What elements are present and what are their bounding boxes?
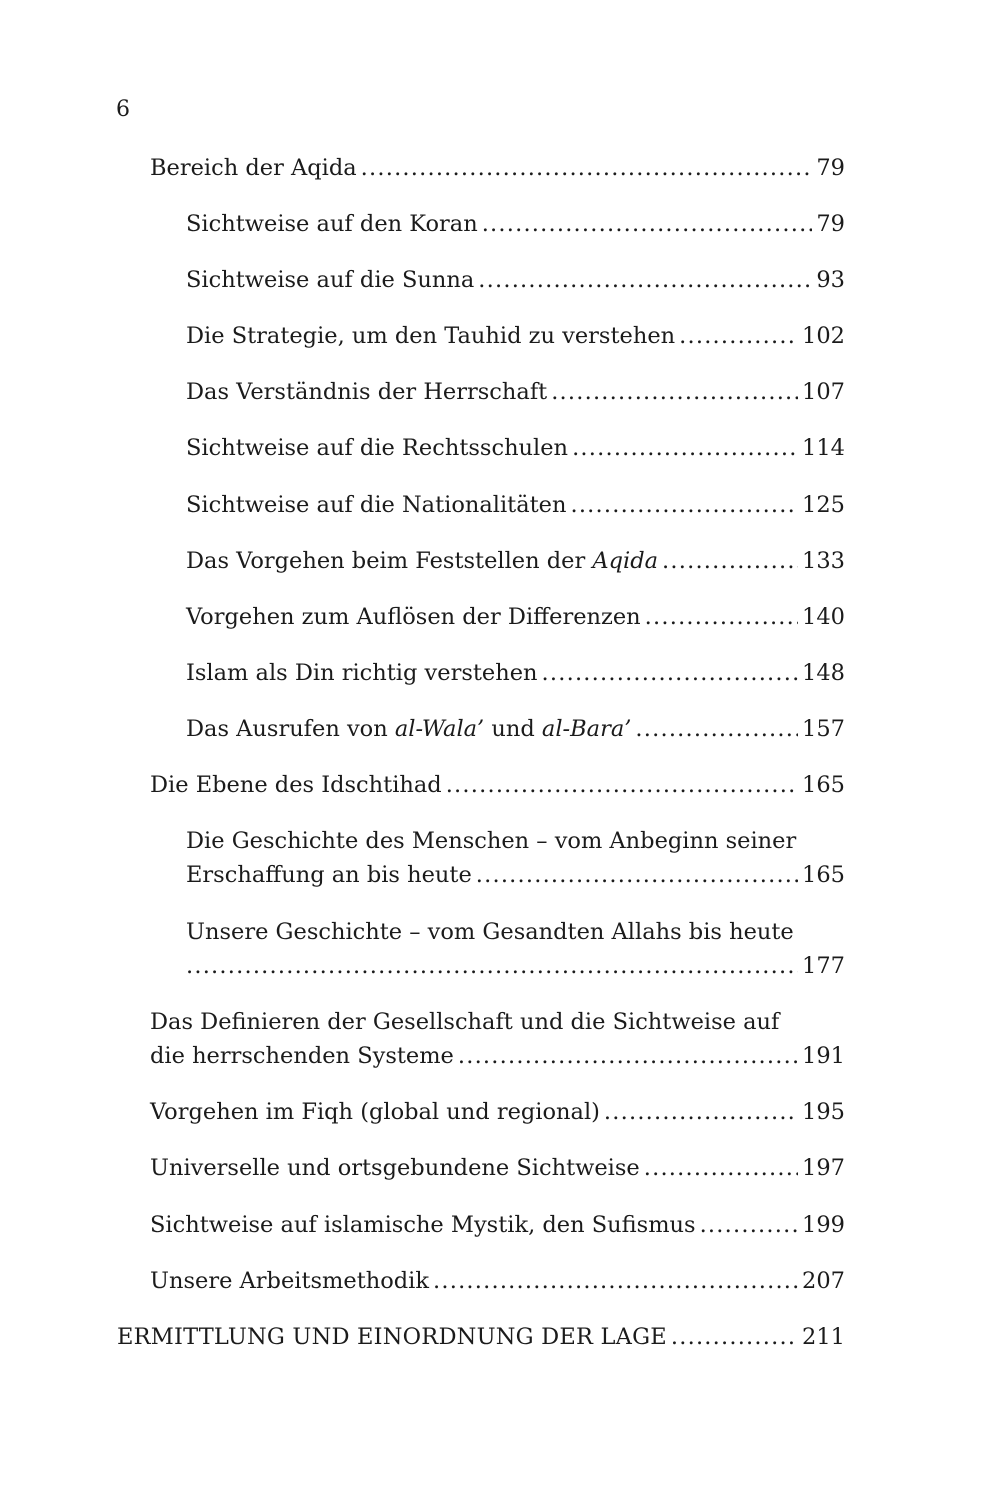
toc-entry bbox=[186, 319, 845, 353]
toc-entry-page: 107 bbox=[802, 379, 845, 405]
toc-entry-page: 79 bbox=[816, 211, 845, 237]
leader-dots bbox=[604, 1095, 798, 1129]
toc-entry bbox=[186, 600, 845, 634]
toc-entry-page: 207 bbox=[802, 1268, 845, 1294]
toc-entry-title-text: Das Ausrufen von bbox=[186, 716, 395, 742]
toc-entry-page: 191 bbox=[802, 1043, 845, 1069]
toc-entry-page: 199 bbox=[802, 1212, 845, 1238]
toc-entry-page: 125 bbox=[802, 492, 845, 518]
toc-entry-title: Islam als Din richtig verstehen bbox=[186, 660, 538, 686]
toc-entry bbox=[186, 824, 845, 892]
toc-entry bbox=[150, 1264, 845, 1298]
leader-dots bbox=[478, 263, 812, 297]
toc-entry-page: 148 bbox=[802, 660, 845, 686]
toc-entry bbox=[150, 151, 845, 185]
toc-entry-title-italic: al-Wala’ bbox=[394, 716, 485, 742]
toc-entry-chapter bbox=[117, 1320, 845, 1354]
leader-dots bbox=[645, 600, 798, 634]
leader-dots bbox=[671, 1320, 798, 1354]
toc-entry bbox=[186, 375, 845, 409]
toc-entry-page: 197 bbox=[802, 1155, 845, 1181]
toc-entry-title-line: Das Definieren der Gesellschaft und die Sichtweise auf bbox=[150, 1009, 780, 1035]
toc-entry-title-italic: Aqida bbox=[592, 548, 659, 574]
toc-entry-title: Sichtweise auf die Sunna bbox=[186, 267, 475, 293]
toc-entry-title: Sichtweise auf den Koran bbox=[186, 211, 478, 237]
toc-entry-title: Unsere Arbeitsmethodik bbox=[150, 1268, 430, 1294]
toc-entry bbox=[150, 1208, 845, 1242]
leader-dots bbox=[186, 949, 798, 983]
toc-entry bbox=[150, 1005, 845, 1073]
toc-entry bbox=[186, 712, 845, 746]
leader-dots bbox=[458, 1039, 798, 1073]
leader-dots bbox=[551, 375, 798, 409]
toc-entry-title: Bereich der Aqida bbox=[150, 155, 357, 181]
toc-entry-title: Das Verständnis der Herrschaft bbox=[186, 379, 548, 405]
toc-entry-title: Sichtweise auf die Nationalitäten bbox=[186, 492, 567, 518]
leader-dots bbox=[482, 207, 813, 241]
toc-entry-page: 157 bbox=[802, 716, 845, 742]
toc-entry-title-line: Erschaffung an bis heute bbox=[186, 862, 472, 888]
toc-entry-page: 102 bbox=[802, 323, 845, 349]
leader-dots bbox=[476, 858, 798, 892]
toc-entry bbox=[186, 656, 845, 690]
toc-entry-title: Vorgehen im Fiqh (global und regional) bbox=[150, 1099, 600, 1125]
toc-entry bbox=[150, 768, 845, 802]
toc-entry-title-text: Das Vorgehen beim Feststellen der bbox=[186, 548, 593, 574]
toc-entry-page: 211 bbox=[802, 1324, 845, 1350]
leader-dots bbox=[446, 768, 798, 802]
toc-entry bbox=[186, 263, 845, 297]
toc-entry-page: 133 bbox=[802, 548, 845, 574]
toc-entry-page: 195 bbox=[802, 1099, 845, 1125]
toc-entry-title-line: Die Geschichte des Menschen – vom Anbeginn seiner bbox=[186, 828, 797, 854]
toc-entry-title-line: Unsere Geschichte – vom Gesandten Allahs bis heute bbox=[186, 919, 794, 945]
toc-entry-page: 165 bbox=[802, 772, 845, 798]
toc-entry-title-line: die herrschenden Systeme bbox=[150, 1043, 454, 1069]
toc-entry-title: Die Ebene des Idschtihad bbox=[150, 772, 442, 798]
toc-entry-title: Vorgehen zum Auflösen der Differenzen bbox=[186, 604, 641, 630]
toc-entry-page: 165 bbox=[802, 862, 845, 888]
leader-dots bbox=[570, 488, 798, 522]
toc-entry-title bbox=[186, 712, 631, 746]
leader-dots bbox=[662, 544, 798, 578]
toc-entry-page: 114 bbox=[802, 435, 845, 461]
toc-entry-title bbox=[186, 544, 658, 578]
leader-dots bbox=[361, 151, 813, 185]
toc-entry bbox=[186, 431, 845, 465]
toc-entry-title: ERMITTLUNG UND EINORDNUNG DER LAGE bbox=[117, 1324, 667, 1350]
leader-dots bbox=[542, 656, 799, 690]
toc-entry-title-italic: al-Bara’ bbox=[541, 716, 632, 742]
toc-entry bbox=[186, 488, 845, 522]
toc-entry-page: 79 bbox=[816, 155, 845, 181]
leader-dots bbox=[700, 1208, 798, 1242]
toc-entry-page: 140 bbox=[802, 604, 845, 630]
toc-entry-title: Die Strategie, um den Tauhid zu verstehen bbox=[186, 323, 676, 349]
toc-entry bbox=[150, 1095, 845, 1129]
leader-dots bbox=[572, 431, 798, 465]
toc-entry bbox=[186, 207, 845, 241]
leader-dots bbox=[644, 1151, 798, 1185]
toc-entry-page: 177 bbox=[802, 953, 845, 979]
toc-entry bbox=[150, 1151, 845, 1185]
toc-entry bbox=[186, 544, 845, 578]
toc-entry bbox=[186, 915, 845, 983]
toc-entry-title: Sichtweise auf islamische Mystik, den Sufismus bbox=[150, 1212, 696, 1238]
toc-entry-title: Sichtweise auf die Rechtsschulen bbox=[186, 435, 569, 461]
leader-dots bbox=[679, 319, 798, 353]
leader-dots bbox=[433, 1264, 798, 1298]
toc-entry-title-text: und bbox=[484, 716, 542, 742]
toc-entry-title: Universelle und ortsgebundene Sichtweise bbox=[150, 1155, 640, 1181]
leader-dots bbox=[635, 712, 798, 746]
page-number: 6 bbox=[116, 97, 130, 122]
toc-entry-page: 93 bbox=[816, 267, 845, 293]
